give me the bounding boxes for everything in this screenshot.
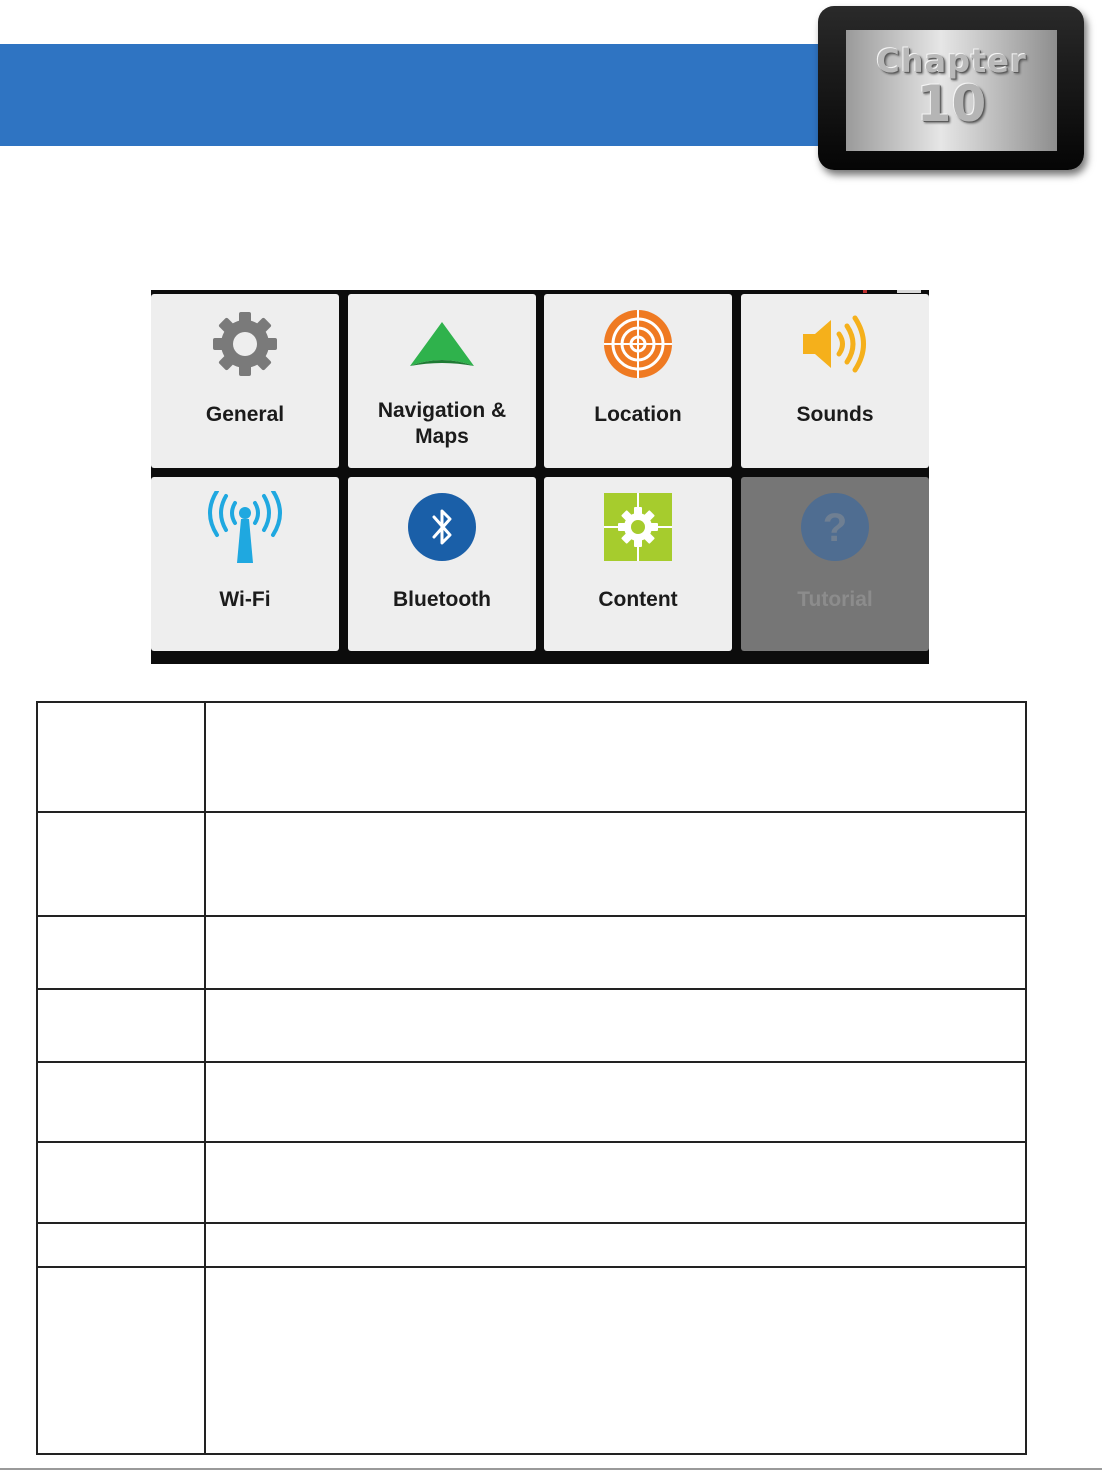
table-cell (205, 1062, 1026, 1142)
tile-tutorial (741, 477, 929, 651)
tile-navigation-maps[interactable] (348, 294, 536, 468)
table-cell (205, 916, 1026, 989)
table-cell (37, 702, 205, 812)
chapter-banner (0, 44, 850, 146)
table-cell (205, 989, 1026, 1062)
settings-description-table (36, 701, 1027, 1455)
table-row (37, 1142, 1026, 1223)
table-row (37, 702, 1026, 812)
bluetooth-icon (348, 491, 536, 563)
tile-label: Tutorial (797, 588, 873, 611)
chapter-number: 10 (916, 75, 987, 133)
table-row (37, 1062, 1026, 1142)
table-row (37, 1267, 1026, 1454)
speaker-icon (741, 308, 929, 380)
table-cell (37, 1267, 205, 1454)
gear-icon (151, 308, 339, 380)
table-cell (37, 1062, 205, 1142)
tile-label: General (205, 403, 285, 426)
tile-label: Sounds (796, 403, 874, 426)
wifi-antenna-icon (151, 491, 339, 563)
table-row (37, 916, 1026, 989)
table-cell (37, 1142, 205, 1223)
status-battery (897, 290, 921, 293)
svg-text:?: ? (822, 506, 848, 550)
status-indicator (863, 290, 867, 293)
help-icon (741, 491, 929, 563)
tile-label: Content (598, 588, 678, 611)
tile-label: Navigation & Maps (377, 399, 507, 448)
tile-content[interactable] (544, 477, 732, 651)
tile-sounds[interactable] (741, 294, 929, 468)
table-cell (37, 1223, 205, 1267)
footer-rule (0, 1468, 1102, 1470)
navigation-arrow-icon (348, 308, 536, 380)
chapter-badge-screen (846, 30, 1057, 151)
tile-label: Bluetooth (393, 588, 491, 611)
table-cell (205, 1142, 1026, 1223)
tile-label: Wi-Fi (219, 588, 271, 611)
tile-general[interactable] (151, 294, 339, 468)
table-cell (37, 989, 205, 1062)
tile-bluetooth[interactable] (348, 477, 536, 651)
table-row (37, 812, 1026, 916)
tile-label: Location (594, 403, 682, 426)
settings-screenshot (151, 290, 929, 664)
table-row (37, 1223, 1026, 1267)
chapter-word: Chapter (876, 42, 1027, 80)
table-cell (205, 812, 1026, 916)
table-cell (205, 702, 1026, 812)
table-cell (37, 812, 205, 916)
tile-location[interactable] (544, 294, 732, 468)
table-row (37, 989, 1026, 1062)
chapter-badge (818, 6, 1084, 170)
content-gear-icon (544, 491, 732, 563)
target-icon (544, 308, 732, 380)
tile-wifi[interactable] (151, 477, 339, 651)
table-cell (205, 1223, 1026, 1267)
table-cell (37, 916, 205, 989)
table-cell (205, 1267, 1026, 1454)
